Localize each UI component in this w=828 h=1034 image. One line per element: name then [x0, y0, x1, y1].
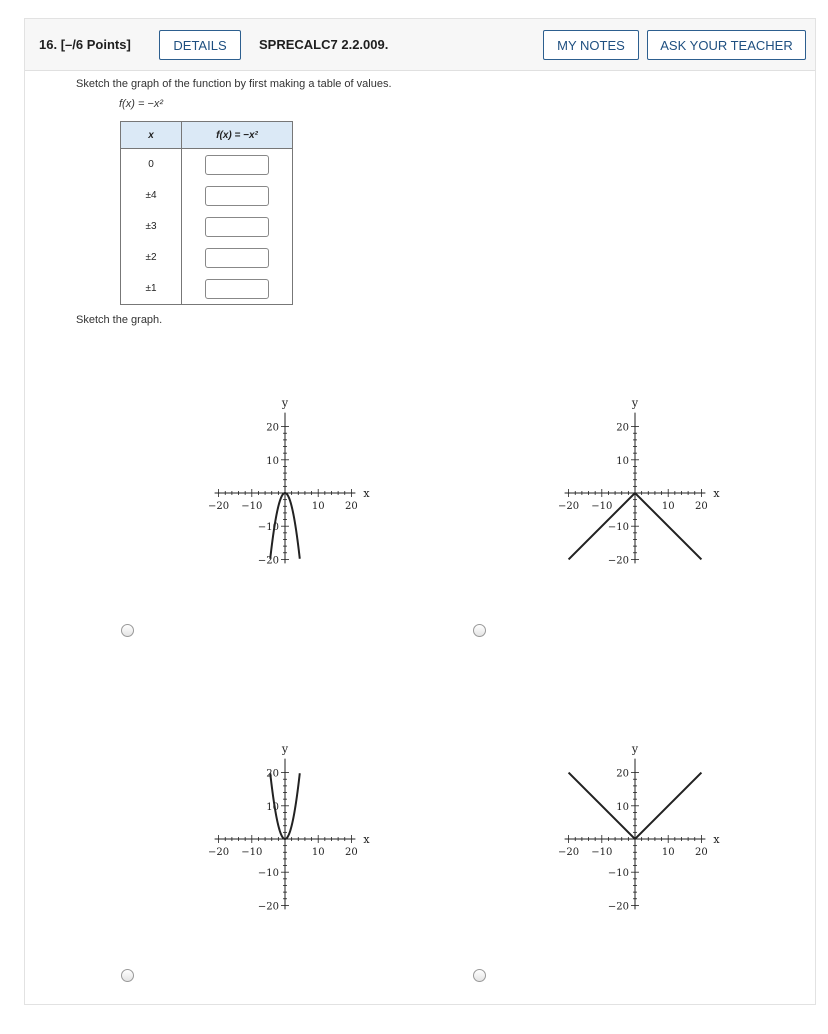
y-tick-label: −10 — [257, 868, 279, 880]
x-value: ±1 — [121, 273, 182, 305]
y-tick-label: 10 — [266, 455, 279, 467]
radio-option-4[interactable] — [473, 969, 486, 982]
y-tick-label: 10 — [266, 801, 279, 813]
ask-teacher-button[interactable]: ASK YOUR TEACHER — [647, 30, 806, 60]
answer-input[interactable] — [205, 279, 269, 299]
y-tick-label: −20 — [607, 901, 629, 913]
x-tick-label: 10 — [311, 501, 325, 512]
values-table — [120, 121, 293, 305]
question-number: 16. [–/6 Points] — [39, 37, 131, 52]
x-value: ±3 — [121, 211, 182, 242]
table-row — [121, 211, 293, 242]
table-row — [121, 180, 293, 211]
x-axis-label: x — [363, 487, 370, 500]
table-header-fx: f(x) = −x² — [182, 122, 293, 149]
x-tick-label: 20 — [695, 847, 708, 858]
radio-option-1[interactable] — [121, 624, 134, 637]
assignment-code: SPRECALC7 2.2.009. — [259, 37, 389, 52]
x-axis-label: x — [713, 487, 720, 500]
radio-option-3[interactable] — [121, 969, 134, 982]
graph-option-4 — [485, 676, 795, 986]
x-tick-label: −20 — [208, 501, 230, 512]
sketch-prompt: Sketch the graph. — [76, 314, 163, 326]
table-row — [121, 242, 293, 273]
x-tick-label: −10 — [241, 847, 263, 858]
answer-input[interactable] — [205, 155, 269, 175]
x-axis-label: x — [363, 833, 370, 846]
x-tick-label: 20 — [345, 501, 358, 512]
y-axis-label: y — [281, 742, 289, 756]
y-tick-label: −20 — [607, 555, 629, 567]
my-notes-button[interactable]: MY NOTES — [543, 30, 639, 60]
y-tick-label: −10 — [257, 522, 279, 534]
radio-option-2[interactable] — [473, 624, 486, 637]
x-axis-label: x — [713, 833, 720, 846]
axes — [215, 413, 356, 567]
y-axis-label: y — [631, 396, 639, 410]
y-tick-label: −20 — [257, 555, 279, 567]
y-axis-label: y — [631, 742, 639, 756]
y-tick-label: 20 — [266, 422, 279, 434]
details-button[interactable]: DETAILS — [159, 30, 241, 60]
x-tick-label: −10 — [591, 501, 613, 512]
question-header — [25, 19, 815, 71]
x-tick-label: 10 — [661, 847, 675, 858]
answer-input[interactable] — [205, 248, 269, 268]
graph-option-3 — [135, 676, 445, 986]
axes — [565, 759, 706, 913]
table-row — [121, 149, 293, 181]
graph-option-2 — [485, 330, 795, 640]
y-tick-label: 10 — [616, 455, 629, 467]
y-tick-label: −10 — [607, 868, 629, 880]
x-value: ±4 — [121, 180, 182, 211]
axes — [215, 759, 356, 913]
axes — [565, 413, 706, 567]
x-tick-label: −10 — [591, 847, 613, 858]
x-tick-label: −10 — [241, 501, 263, 512]
x-value: 0 — [121, 149, 182, 181]
x-tick-label: 20 — [345, 847, 358, 858]
answer-input[interactable] — [205, 186, 269, 206]
x-tick-label: −20 — [558, 501, 580, 512]
x-tick-label: 10 — [311, 847, 325, 858]
instruction-text: Sketch the graph of the function by first making a table of values. — [76, 78, 392, 90]
x-tick-label: 20 — [695, 501, 708, 512]
y-tick-label: 10 — [616, 801, 629, 813]
table-row — [121, 273, 293, 305]
x-tick-label: 10 — [661, 501, 675, 512]
table-header-x: x — [121, 122, 182, 149]
y-tick-label: −20 — [257, 901, 279, 913]
y-tick-label: −10 — [607, 522, 629, 534]
x-tick-label: −20 — [558, 847, 580, 858]
x-tick-label: −20 — [208, 847, 230, 858]
function-label: f(x) = −x² — [119, 98, 164, 110]
y-axis-label: y — [281, 396, 289, 410]
graph-option-1 — [135, 330, 445, 640]
x-value: ±2 — [121, 242, 182, 273]
y-tick-label: 20 — [616, 422, 629, 434]
answer-input[interactable] — [205, 217, 269, 237]
y-tick-label: 20 — [616, 768, 629, 780]
y-tick-label: 20 — [266, 768, 279, 780]
points-label: [–/6 Points] — [60, 37, 131, 52]
